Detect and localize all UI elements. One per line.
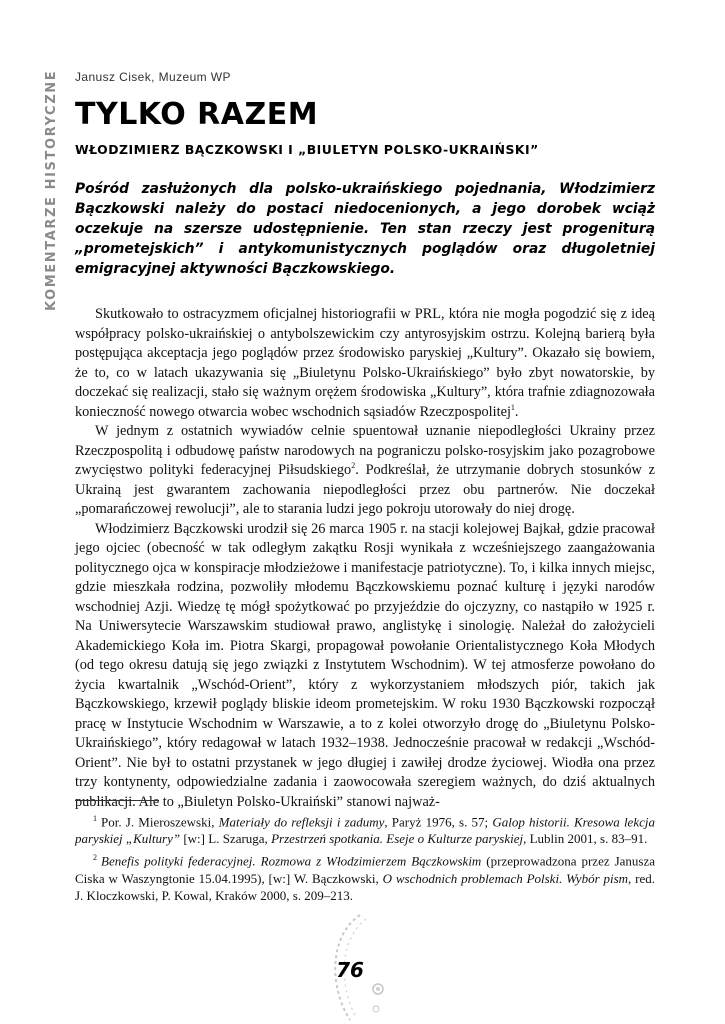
footnote-divider — [75, 800, 159, 801]
article-subtitle: WŁODZIMIERZ BĄCZKOWSKI I „BIULETYN POLSKO-UKRAIŃSKI” — [75, 142, 539, 157]
footnote: $^1$ Por. J. Mieroszewski, Materiały do refleksji i zadumy, Paryż 1976, s. 57; Galop historii. Kresowa lekcja paryskiej „Kultury” [w:] L. Szaruga, Przestrzeń spotkania. Eseje o Kulturze paryskiej, Lublin 2001, s. 83–91. — [75, 814, 655, 847]
lead-paragraph: Pośród zasłużonych dla polsko-ukraińskiego pojednania, Włodzimierz Bączkowski należy do postaci niedocenionych, a jego dorobek wciąż oczekuje na szersze udostępnienie. Ten stan rzeczy jest progeniturą „prometejskich” i antykomunistycznych poglądów oraz długoletniej emigracyjnej aktywności Bączkowskiego. — [75, 181, 655, 277]
body-paragraph: W jednym z ostatnich wywiadów celnie spuentował uznanie niepodległości Ukrainy przez Rzeczpospolitą i odbudowę państw narodowych na pograniczu polsko-rosyjskim jako pozagrobowe zwycięstwo polityki federacyjnej Piłsudskiego$^2$. Podkreślał, że utrzymanie dobrych stosunków z Ukrainą jest gwarantem zachowania niepodległości przez obu partnerów. Nie doczekał „pomarańczowej rewolucji”, ale to starania ludzi jego pokroju utorowały do niej drogę. — [75, 423, 656, 517]
footnote: $^2$ Benefis polityki federacyjnej. Rozmowa z Włodzimierzem Bączkowskim (przeprowadzona przez Janusza Ciska w Waszyngtonie 15.04.1995), [w:] W. Bączkowski, O wschodnich problemach Polski. Wybór pism, red. J. Kloczkowski, P. Kowal, Kraków 2000, s. 209–213. — [75, 853, 656, 903]
body-paragraph: Włodzimierz Bączkowski urodził się 26 marca 1905 r. na stacji kolejowej Bajkał, gdzie pracował jego ojciec (obecność w tak odległym zakątku Rosji wynikała z wcześniejszego zaangażowania politycznego ojca w konspiracje młodzieżowe i manifestacje patriotyczne). To, i kilka innych miejsc, gdzie mieszkała rodzina, pozwoliły młodemu Bączkowskiemu poznać kulturę i języki narodów wschodniej Azji. Wiedzę tę mógł spożytkować po przyjeździe do ojczyzny, co nastąpiło w 1925 r. Na Uniwersytecie Warszawskim studiował prawo, anglistykę i sinologię. Należał do założycieli Akademickiego Koła im. Piotra Skargi, propagował powołanie Orientalistycznego Koła Młodych (od tego okresu datują się jego związki z Instytutem Wschodnim). W tej atmosferze powołano do życia kwartalnik „Wschód-Orient”, który z wykorzystaniem młodszych piór, takich jak Bączkowskiego, krzewił poglądy bliskie ideom prometejskim. W roku 1930 Bączkowski rozpoczął pracę w Instytucie Wschodnim w Warszawie, a to z kolei otworzyło drogę do „Biuletynu Polsko-Ukraińskiego”, który redagował w latach 1932–1938. Jednocześnie pracował w redakcji „Wschód-Orient”. Nie był to ostatni przystanek w jego długiej i zawiłej drodze życiowej. Wiodła ona przez trzy kontynenty, odpowiedzialne zadania i zaowocowała szeregiem ważnych, do dziś aktualnych publikacji. Ale to „Biuletyn Polsko-Ukraiński” stanowi najważ- — [75, 520, 655, 810]
footnote-ref[interactable]: 2 — [351, 461, 356, 471]
article-body — [75, 305, 655, 812]
footnote-ref[interactable]: 1 — [510, 402, 515, 412]
footnotes — [75, 810, 655, 906]
article — [75, 70, 655, 812]
section-side-label — [44, 69, 64, 326]
body-paragraph: Skutkowało to ostracyzmem oficjalnej historiografii w PRL, która nie mogła pogodzić się z ideą współpracy polsko-ukraińskiej o antybolszewickim czy antyrosyjskim ostrzu. Kolejną barierą była postępująca akceptacja jego poglądów przez środowisko paryskiej „Kultury”. Okazało się bowiem, że to, co w latach ukazywania się „Biuletynu Polsko-Ukraińskiego” było zbyt nowatorskie, by doczekać się realizacji, stało się ważnym orężem środowiska „Kultury”, która trafnie zdiagnozowała konieczność nowego otwarcia wobec wschodnich sąsiadów Rzeczpospolitej$^1$. — [75, 306, 655, 420]
article-title: TYLKO RAZEM — [75, 97, 319, 132]
author-line: Janusz Cisek, Muzeum WP — [75, 70, 231, 84]
page-number: 76 — [336, 958, 364, 982]
section-side-label-text: KOMENTARZE HISTORYCZNE — [44, 69, 59, 311]
